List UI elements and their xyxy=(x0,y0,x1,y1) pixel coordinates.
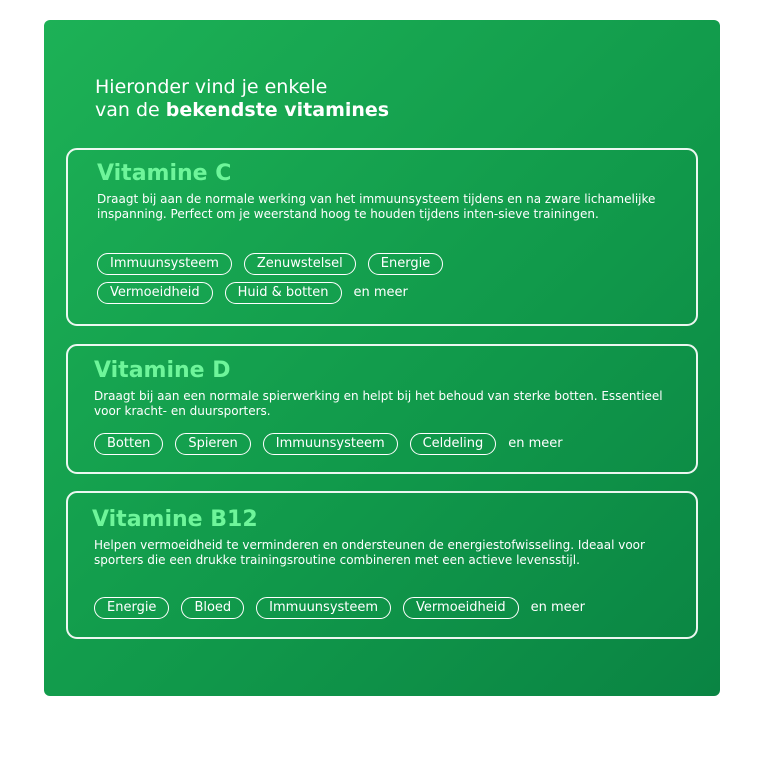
vitamin-b12-tags xyxy=(94,597,694,619)
vitamin-c-card xyxy=(66,148,698,326)
vitamin-d-more: en meer xyxy=(508,436,563,451)
vitamin-b12-description: Helpen vermoeidheid te verminderen en ondersteunen de energiestofwisseling. Ideaal voor sporters die een drukke trainingsroutine combineren met een actieve levensstijl. xyxy=(94,538,645,567)
tag-vermoeidheid: Vermoeidheid xyxy=(403,597,519,619)
vitamin-d-title: Vitamine D xyxy=(94,358,231,383)
vitamin-b12-more: en meer xyxy=(530,600,585,615)
tag-energie: Energie xyxy=(368,253,443,275)
vitamin-b12-title: Vitamine B12 xyxy=(92,507,258,532)
intro-line-2-bold: bekendste vitamines xyxy=(165,99,390,121)
tag-immuunsysteem: Immuunsysteem xyxy=(263,433,398,455)
tag-celdeling: Celdeling xyxy=(410,433,497,455)
vitamin-c-title: Vitamine C xyxy=(97,161,232,186)
vitamin-d-description: Draagt bij aan een normale spierwerking en helpt bij het behoud van sterke botten. Essentieel voor kracht- en duursporters. xyxy=(94,389,663,418)
tag-immuunsysteem: Immuunsysteem xyxy=(97,253,232,275)
vitamin-b12-card xyxy=(66,491,698,639)
vitamin-c-description: Draagt bij aan de normale werking van het immuunsysteem tijdens en na zware lichamelijke inspanning. Perfect om je weerstand hoog te houden tijdens inten-sieve trainingen. xyxy=(97,192,656,221)
tag-botten: Botten xyxy=(94,433,163,455)
tag-vermoeidheid: Vermoeidheid xyxy=(97,282,213,304)
intro-heading xyxy=(95,76,389,122)
tag-immuunsysteem: Immuunsysteem xyxy=(256,597,391,619)
vitamin-d-card xyxy=(66,344,698,474)
vitamin-d-tags xyxy=(94,433,684,455)
vitamin-c-more: en meer xyxy=(353,285,408,300)
intro-line-1: Hieronder vind je enkele xyxy=(95,76,328,98)
vitamin-c-tags xyxy=(97,253,517,304)
tag-bloed: Bloed xyxy=(181,597,244,619)
tag-huid-botten: Huid & botten xyxy=(225,282,342,304)
tag-zenuwstelsel: Zenuwstelsel xyxy=(244,253,356,275)
intro-line-2 xyxy=(95,99,389,122)
tag-energie: Energie xyxy=(94,597,169,619)
intro-line-2-prefix: van de xyxy=(95,99,166,121)
vitamins-panel xyxy=(44,20,720,696)
tag-spieren: Spieren xyxy=(175,433,250,455)
